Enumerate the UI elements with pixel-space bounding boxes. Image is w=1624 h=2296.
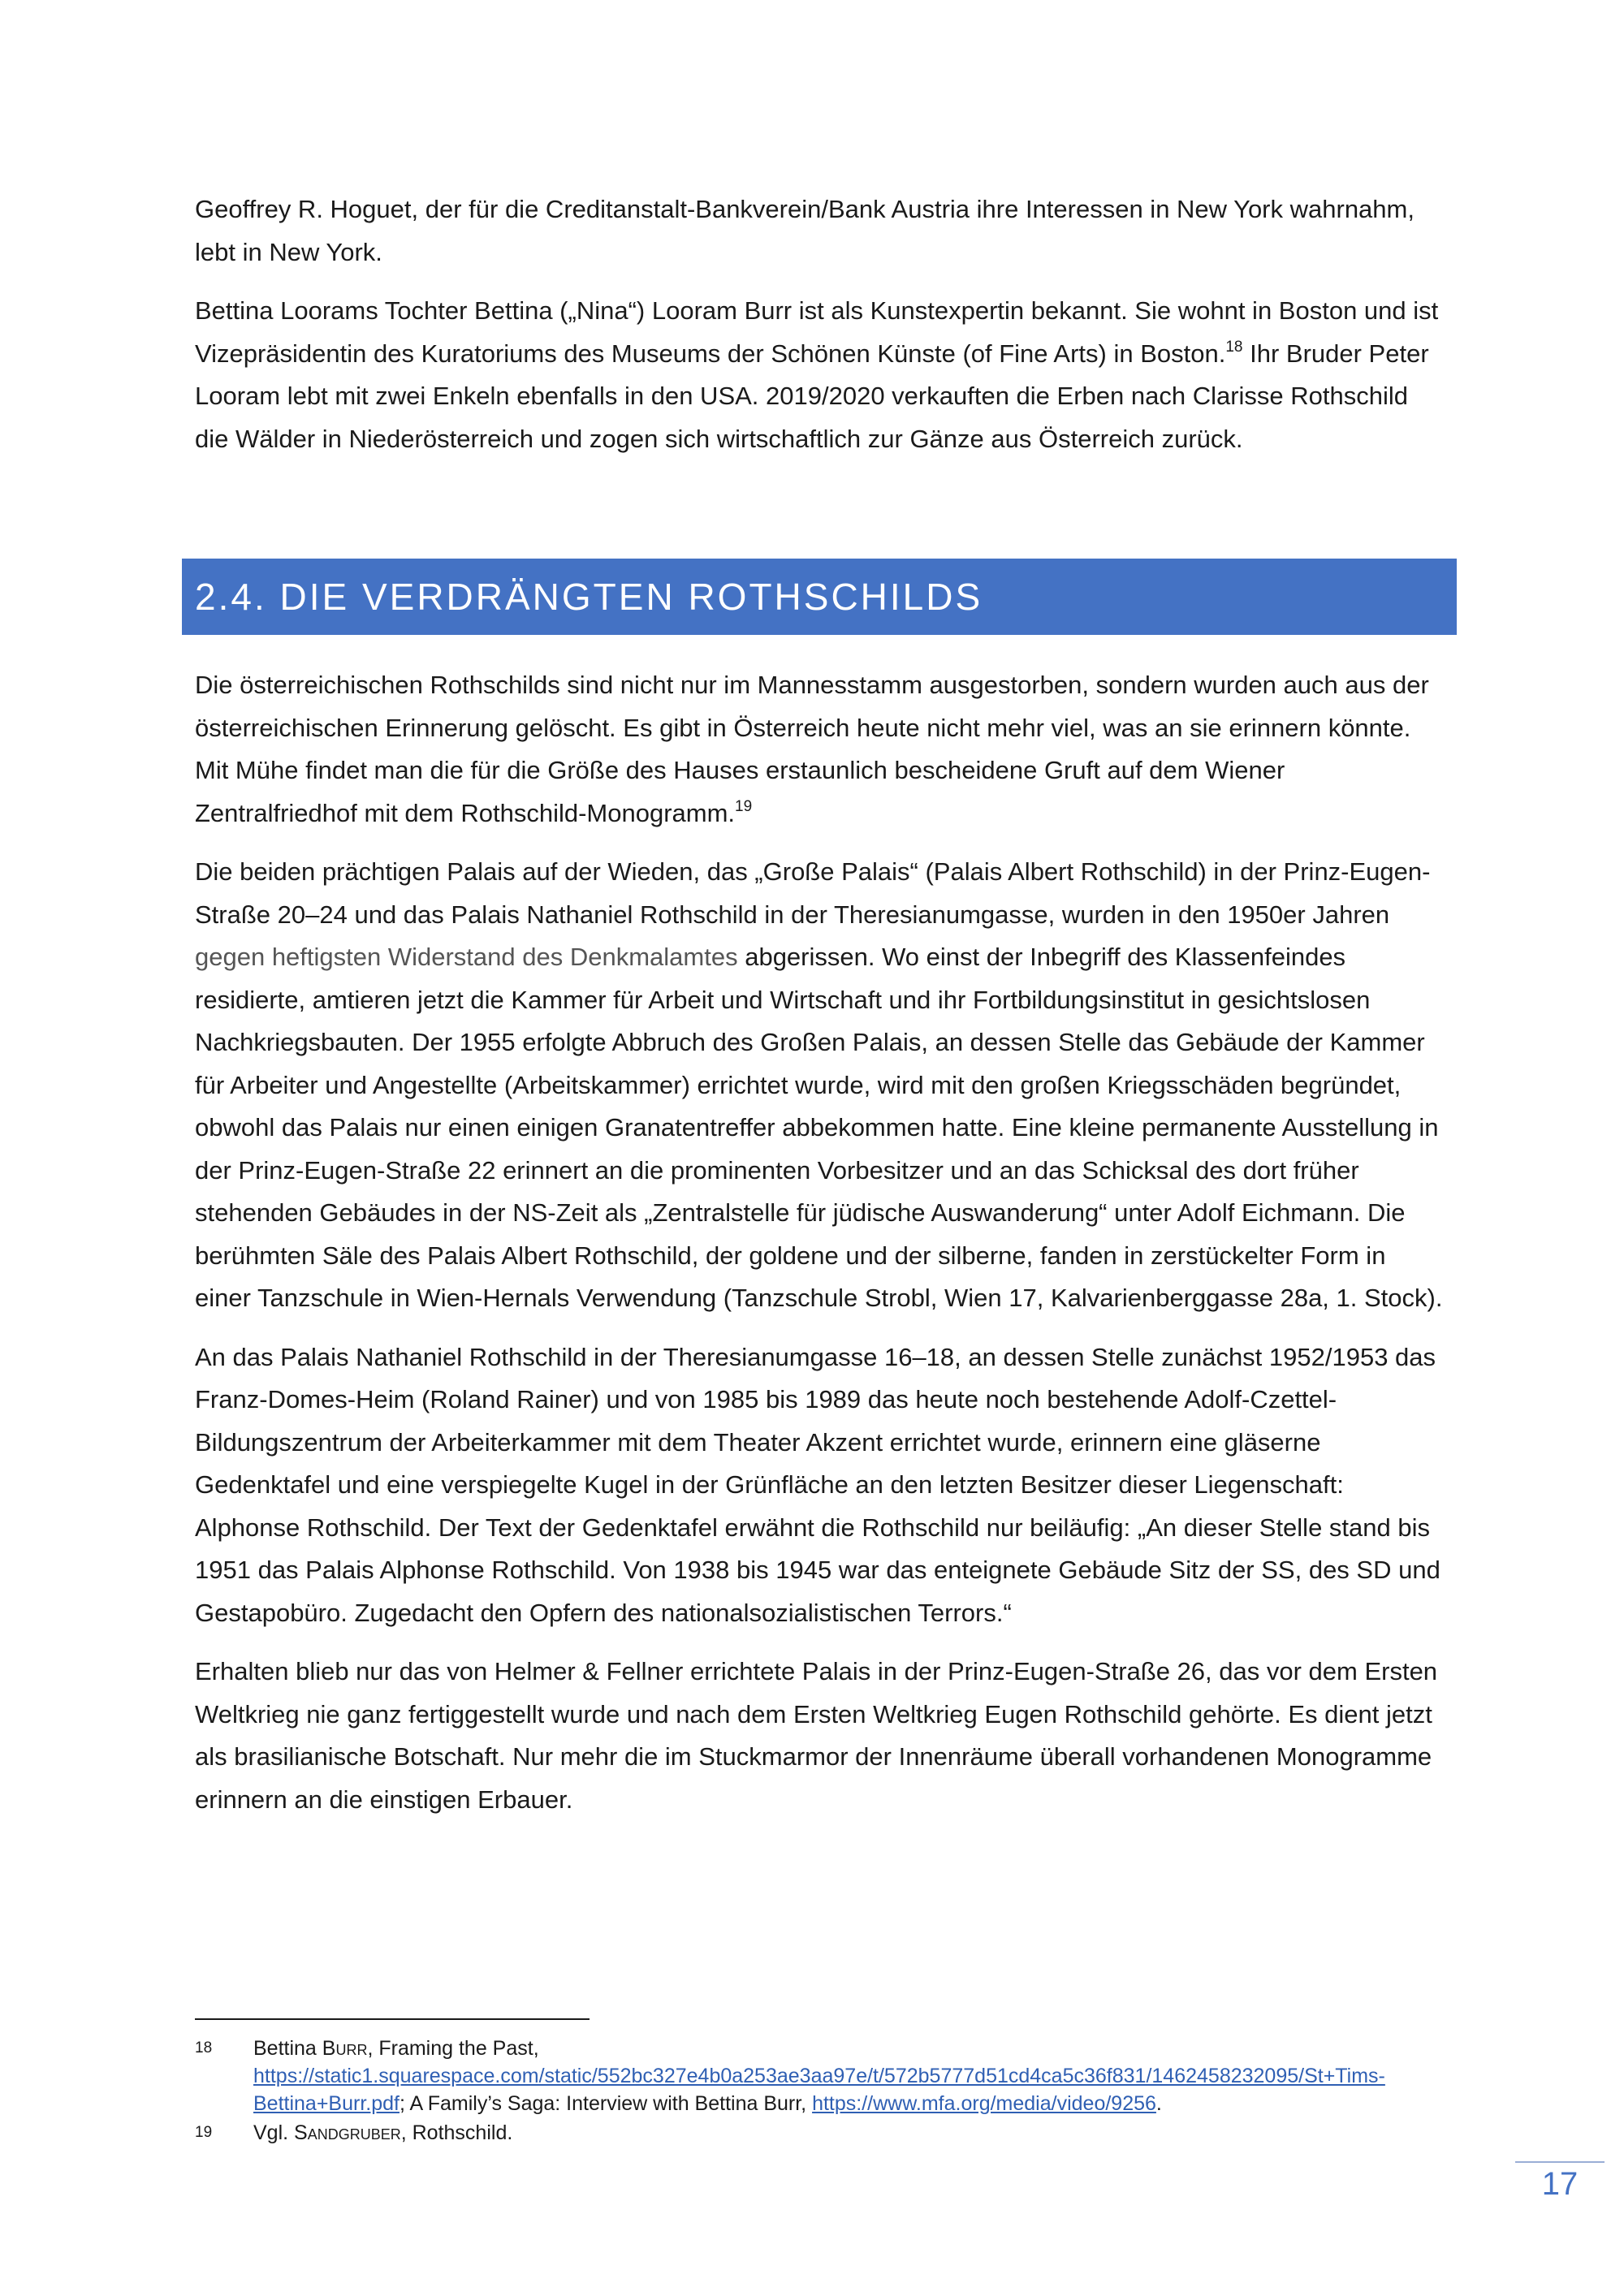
paragraph-looram-burr-tail: Ihr Bruder Peter Looram lebt mit zwei Enkeln ebenfalls in den USA. 2019/2020 verkauften die Erben nach Clarisse Rothschild die Wälder in Niederösterreich und zogen sich wirtschaftlich zur Gänze aus Österreich zurück. xyxy=(195,339,1429,453)
paragraph-palais-wieden xyxy=(195,851,1445,1320)
footnote-link-mfa[interactable]: https://www.mfa.org/media/video/9256 xyxy=(812,2092,1156,2115)
footnote-number: 19 xyxy=(195,2124,213,2141)
footnote-end: . xyxy=(1155,2092,1162,2115)
footnote-end: , Rothschild. xyxy=(400,2121,513,2144)
footnote-number: 18 xyxy=(195,2039,213,2056)
footnote-19 xyxy=(195,2119,1462,2147)
footnote-author: Burr xyxy=(322,2037,368,2060)
intro-section xyxy=(195,188,1445,477)
footnote-author: Sandgruber xyxy=(294,2121,401,2144)
footnote-separator xyxy=(195,2018,590,2020)
paragraph-prinz-eugen-26: Erhalten blieb nur das von Helmer & Fellner errichtete Palais in der Prinz-Eugen-Straße 26, das vor dem Ersten Weltkrieg nie ganz fertiggestellt wurde und nach dem Ersten Weltkrieg Eugen Rothschild gehörte. Es dient jetzt als brasilianische Botschaft. Nur mehr die im Stuckmarmor der Innenräume überall vorhandenen Monogramme erinnern an die einstigen Erbauer. xyxy=(195,1657,1438,1814)
section-body xyxy=(195,664,1445,1837)
footnote-prefix: Vgl. xyxy=(253,2121,295,2144)
footnote-mid: ; A Family’s Saga: Interview with Bettina Burr, xyxy=(399,2092,813,2115)
footnote-ref-19[interactable]: 19 xyxy=(735,797,753,815)
paragraph-palais-wieden-b: abgerissen. Wo einst der Inbegriff des Klassenfeindes residierte, amtieren jetzt die Kammer für Arbeit und Wirtschaft und ihr Fortbildungsinstitut in gesichtslosen Nachkriegsbauten. Der 1955 erfolgte Abbruch des Großen Palais, an dessen Stelle das Gebäude der Kammer für Arbeiter und Angestellte (Arbeitskammer) errichtet wurde, wird mit den großen Kriegsschäden begründet, obwohl das Palais nur einen einigen Granatentreffer abbekommen hatte. Eine kleine permanente Ausstellung in der Prinz-Eugen-Straße 22 erinnert an die prominenten Vorbesitzer und an das Schicksal des dort früher stehenden Gebäudes in der NS-Zeit als „Zentralstelle für jüdische Auswanderung“ unter Adolf Eichmann. Die berühmten Säle des Palais Albert Rothschild, der goldene und der silberne, fanden in zerstückelter Form in einer Tanzschule in Wien-Hernals Verwendung (Tanzschule Strobl, Wien 17, Kalvarienberggasse 28a, 1. Stock). xyxy=(195,943,1443,1312)
paragraph-palais-wieden-a: Die beiden prächtigen Palais auf der Wieden, das „Große Palais“ (Palais Albert Rothschild) in der Prinz-Eugen-Straße 20–24 und das Palais Nathaniel Rothschild in der Theresianumgasse, wurden in den 1950er Jahren xyxy=(195,857,1431,929)
paragraph-erinnerung-text: Die österreichischen Rothschilds sind nicht nur im Mannesstamm ausgestorben, sondern wurden auch aus der österreichischen Erinnerung gelöscht. Es gibt in Österreich heute nicht mehr viel, was an sie erinnern könnte. Mit Mühe findet man die für die Größe des Hauses erstaunlich bescheidene Gruft auf dem Wiener Zentralfriedhof mit dem Rothschild-Monogramm. xyxy=(195,671,1429,827)
paragraph-looram-burr xyxy=(195,290,1445,460)
paragraph-looram-burr-text: Bettina Loorams Tochter Bettina („Nina“) Looram Burr ist als Kunstexpertin bekannt. Sie wohnt in Boston und ist Vizepräsidentin des Kuratoriums des Museums der Schönen Künste (of Fine Arts) in Boston. xyxy=(195,296,1439,368)
paragraph-erinnerung xyxy=(195,664,1445,835)
section-heading: 2.4. DIE VERDRÄNGTEN ROTHSCHILDS xyxy=(195,576,983,618)
footnotes xyxy=(195,2035,1462,2148)
paragraph-palais-wieden-muted: gegen heftigsten Widerstand des Denkmalamtes xyxy=(195,943,738,971)
footnote-18 xyxy=(195,2035,1462,2117)
page-number: 17 xyxy=(1541,2166,1579,2202)
footnote-text xyxy=(253,2119,1462,2147)
footnote-ref-18[interactable]: 18 xyxy=(1225,338,1243,356)
footnote-link-squarespace[interactable]: https://static1.squarespace.com/static/552bc327e4b0a253ae3aa97e/t/572b5777d51cd4ca5c36f831/1462458232095/St+Tims-Bettina+Burr.pdf xyxy=(253,2065,1385,2115)
paragraph-theresianumgasse: An das Palais Nathaniel Rothschild in der Theresianumgasse 16–18, an dessen Stelle zunächst 1952/1953 das Franz-Domes-Heim (Roland Rainer) und von 1985 bis 1989 das heute noch bestehende Adolf-Czettel-Bildungszentrum der Arbeiterkammer mit dem Theater Akzent errichtet wurde, erinnern eine gläserne Gedenktafel und eine verspiegelte Kugel in der Grünfläche an den letzten Besitzer dieser Liegenschaft: Alphonse Rothschild. Der Text der Gedenktafel erwähnt die Rothschild nur beiläufig: „An dieser Stelle stand bis 1951 das Palais Alphonse Rothschild. Von 1938 bis 1945 war das enteignete Gebäude Sitz der SS, des SD und Gestapobüro. Zugedacht den Opfern des nationalsozialistischen Terrors.“ xyxy=(195,1342,1440,1627)
footnote-text xyxy=(253,2035,1462,2117)
footnote-title: , Framing the Past, xyxy=(367,2037,539,2060)
page-number-rule xyxy=(1515,2161,1605,2163)
footnote-prefix: Bettina xyxy=(253,2037,322,2060)
paragraph-hoguet: Geoffrey R. Hoguet, der für die Creditanstalt-Bankverein/Bank Austria ihre Interessen in New York wahrnahm, lebt in New York. xyxy=(195,195,1415,266)
